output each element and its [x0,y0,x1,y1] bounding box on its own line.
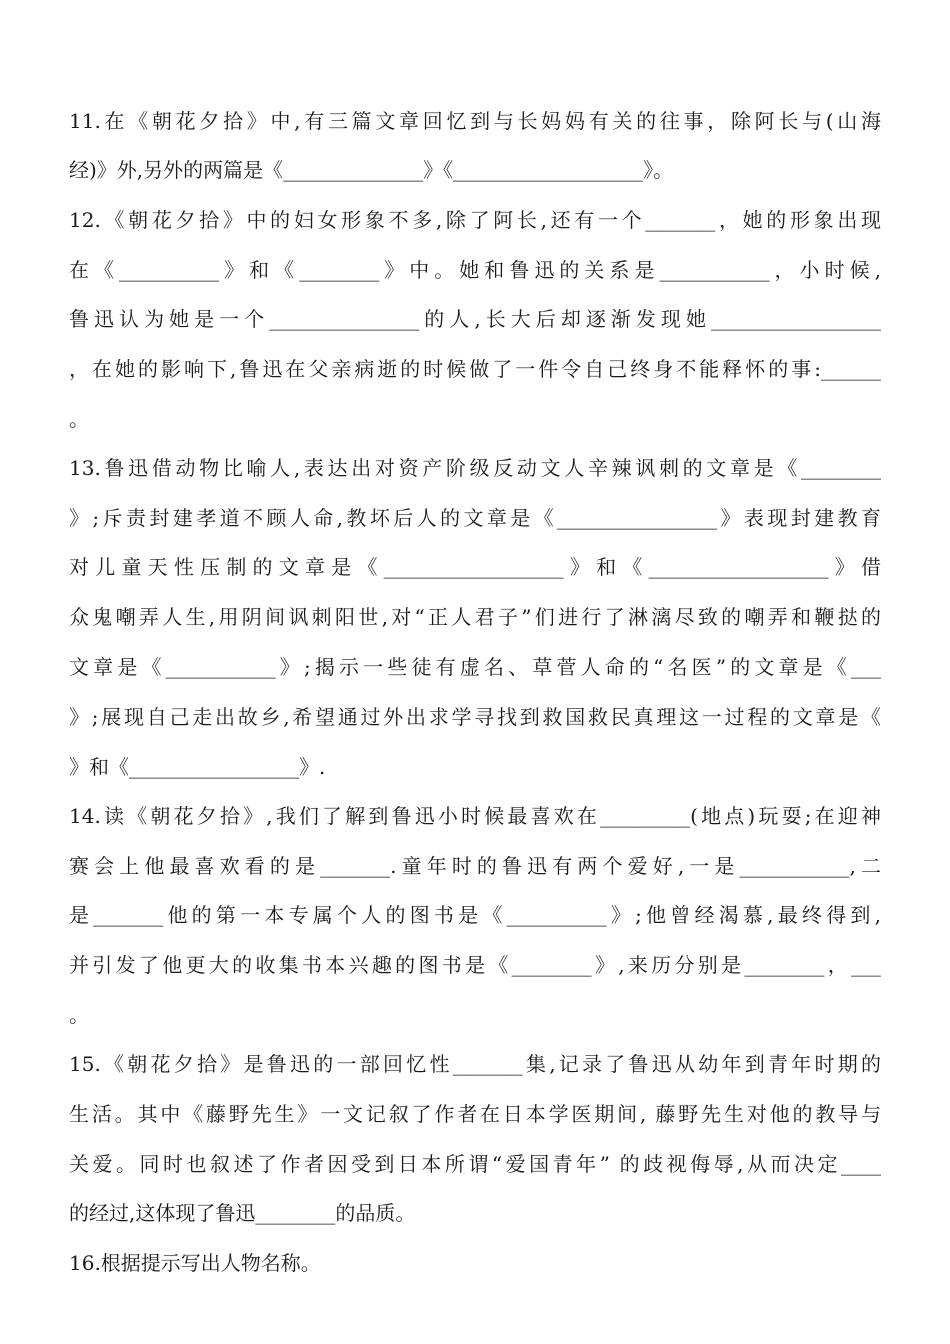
q13-line-5: 文章是《___________》;揭示一些徒有虚名、草菅人命的“名医”的文章是《___ [69,655,881,679]
q13-line-2: 》;斥责封建孝道不顾人命,教坏后人的文章是《________________》表现封建教育 [69,506,881,530]
q15-line-1: 15.《朝花夕拾》是鲁迅的一部回忆性_______集,记录了鲁迅从幼年到青年时期的 [69,1052,881,1076]
q13-line-3: 对儿童天性压制的文章是《__________________》和《__________________》借 [69,555,881,579]
q15-line-3: 关爱。同时也叙述了作者因受到日本所谓“爱国青年” 的歧视侮辱,从而决定____ [69,1152,881,1176]
q12-line-5: 。 [69,407,89,431]
q12-line-4: ，在她的影响下,鲁迅在父亲病逝的时候做了一件令自己终身不能释怀的事:______ [69,357,881,381]
q11-line-2: 经)》外,另外的两篇是《______________》《___________________》。 [69,158,674,182]
q14-line-4: 并引发了他更大的收集书本兴趣的图书是《________》,来历分别是________，___ [69,953,881,977]
q15-line-2: 生活。其中《藤野先生》一文记叙了作者在日本学医期间, 藤野先生对他的教导与 [69,1102,881,1126]
q13-line-7: 》和《_________________》. [69,755,326,779]
q13-line-1: 13.鲁迅借动物比喻人,表达出对资产阶级反动文人辛辣讽刺的文章是《________ [69,456,881,480]
q15-line-4: 的经过,这体现了鲁迅________的品质。 [69,1201,416,1225]
q13-line-4: 众鬼嘲弄人生,用阴间讽刺阳世,对“正人君子”们进行了淋漓尽致的嘲弄和鞭挞的 [69,605,881,629]
q14-line-1: 14.读《朝花夕拾》,我们了解到鲁迅小时候最喜欢在_________(地点)玩耍;在迎神 [69,804,881,828]
q12-line-1: 12.《朝花夕拾》中的妇女形象不多,除了阿长,还有一个_______，她的形象出现 [69,208,881,232]
q12-line-3: 鲁迅认为她是一个_______________的人,长大后却逐渐发现她_________________ [69,307,881,331]
q16-line-1: 16.根据提示写出人物名称。 [69,1251,321,1275]
q14-line-3: 是_______他的第一本专属个人的图书是《__________》;他曾经渴慕,最终得到, [69,903,881,927]
q14-line-2: 赛会上他最喜欢看的是_______.童年时的鲁迅有两个爱好,一是___________,二 [69,854,881,878]
q11-line-1: 11.在《朝花夕拾》中,有三篇文章回忆到与长妈妈有关的往事，除阿长与(山海 [69,109,881,133]
q13-line-6: 》;展现自己走出故乡,希望通过外出求学寻找到救国救民真理这一过程的文章是《 [69,705,881,729]
q14-line-5: 。 [69,1003,89,1027]
q12-line-2: 在《__________》和《________》中。她和鲁迅的关系是___________，小时候, [69,258,881,282]
